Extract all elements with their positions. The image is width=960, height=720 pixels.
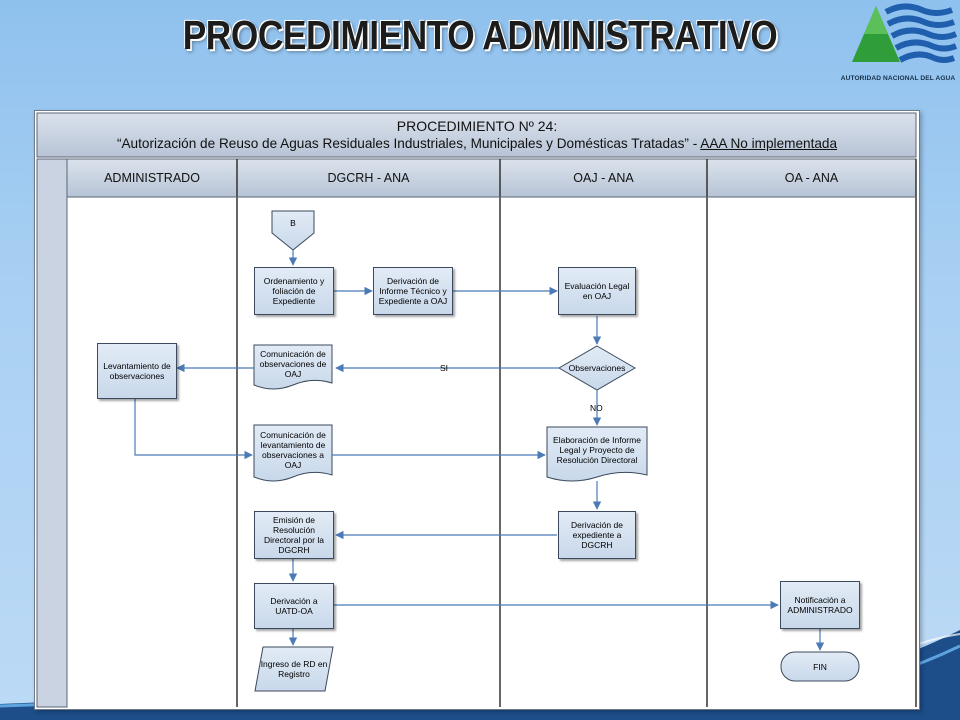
document-comunicacion-levantamiento: Comunicación de levantamiento de observaciones a OAJ (260, 430, 326, 470)
lane-header-administrado: ADMINISTRADO (104, 171, 200, 185)
process-notificacion: Notificación a ADMINISTRADO (780, 581, 860, 629)
process-emision-resolucion: Emisión de Resolución Directoral por la DGCRH (254, 511, 334, 559)
process-levantamiento: Levantamiento de observaciones (97, 343, 177, 399)
procedure-scope: AAA No implementada (700, 136, 838, 151)
process-derivacion-uatd: Derivación a UATD-OA (254, 583, 334, 629)
lane-header-oaj: OAJ - ANA (573, 171, 634, 185)
procedure-number: PROCEDIMIENTO Nº 24: (396, 118, 558, 134)
decision-observaciones-label: Observaciones (568, 363, 626, 373)
process-derivacion-dgcrh: Derivación de expediente a DGCRH (558, 511, 636, 559)
flowchart-diagram (34, 110, 920, 710)
process-ordenamiento: Ordenamiento y foliación de Expediente (254, 267, 334, 315)
slide-title: PROCEDIMIENTO ADMINISTRATIVO (182, 12, 778, 58)
procedure-name (35, 136, 919, 151)
lane-header-oa: OA - ANA (784, 171, 839, 185)
left-band (37, 159, 67, 707)
logo-caption: AUTORIDAD NACIONAL DEL AGUA (840, 75, 956, 82)
edge-label-no: NO (590, 403, 603, 413)
io-ingreso-registro: Ingreso de RD en Registro (260, 659, 328, 679)
terminator-fin: FIN (813, 661, 827, 672)
edge-label-si: SI (440, 363, 449, 373)
process-derivacion-informe: Derivación de Informe Técnico y Expediente a OAJ (373, 267, 453, 315)
document-elaboracion-informe: Elaboración de Informe Legal y Proyecto de Resolución Directoral (553, 435, 641, 465)
lane-header-dgcrh: DGCRH - ANA (327, 171, 410, 185)
document-comunicacion-observaciones: Comunicación de observaciones de OAJ (259, 349, 327, 379)
process-evaluacion-legal: Evaluación Legal en OAJ (558, 267, 636, 315)
connector-b-label: B (290, 218, 296, 228)
procedure-name-main: “Autorización de Reuso de Aguas Residuales Industriales, Municipales y Domésticas Tratadas” - (116, 136, 701, 151)
arrow-levantamiento-to-comunicacion-lev (135, 399, 252, 455)
